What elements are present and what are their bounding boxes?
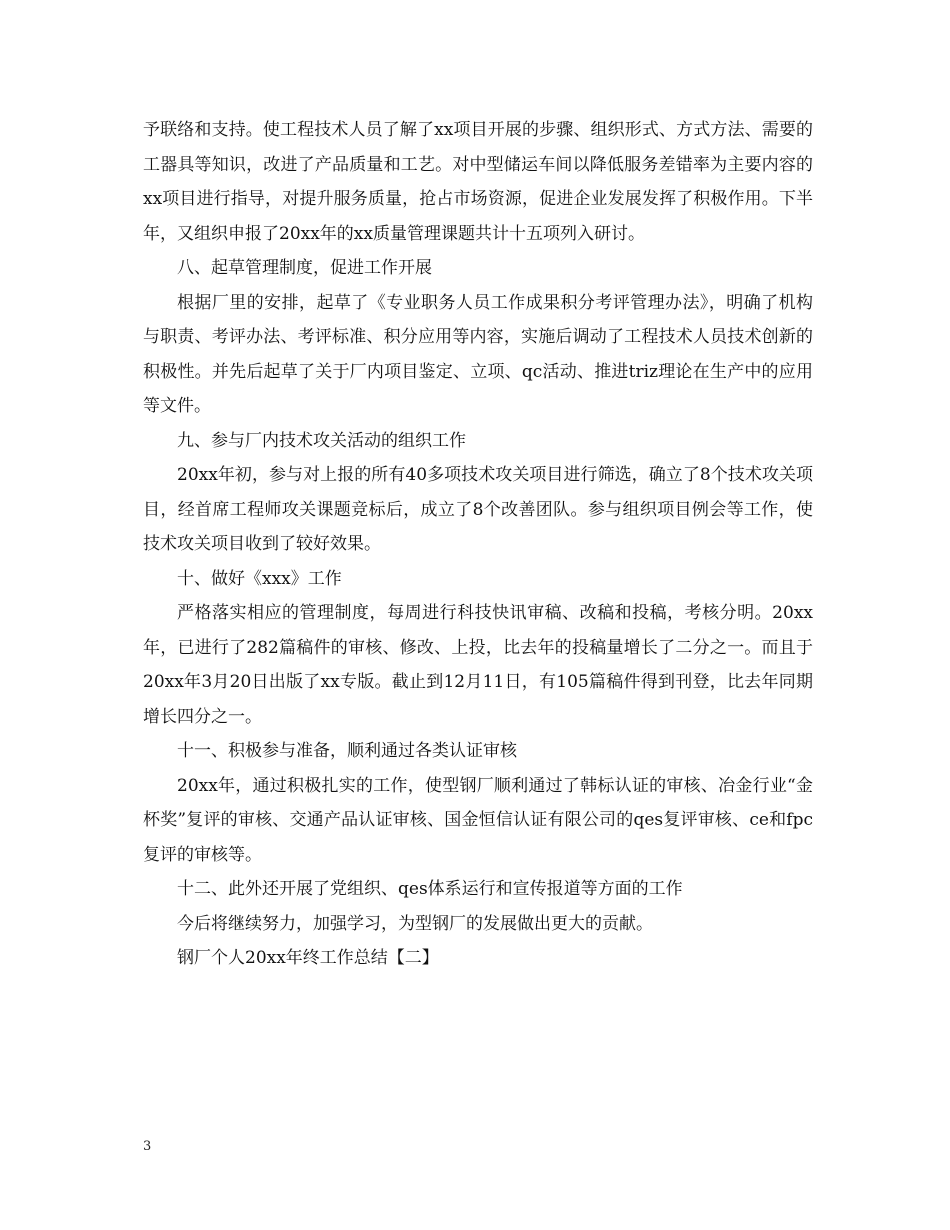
body-paragraph-5: 20xx年，通过积极扎实的工作，使型钢厂顺利通过了韩标认证的审核、冶金行业“金杯奖”复评的审核、交通产品认证审核、国金恒信认证有限公司的qes复评审核、ce和fpc复评的审核等。 bbox=[143, 775, 813, 865]
part-two-title: 钢厂个人20xx年终工作总结【二】 bbox=[177, 948, 439, 968]
section-heading-10: 十、做好《xxx》工作 bbox=[177, 568, 342, 589]
body-paragraph-3: 20xx年初，参与对上报的所有40多项技术攻关项目进行筛选，确立了8个技术攻关项目，经首席工程师攻关课题竞标后，成立了8个改善团队。参与组织项目例会等工作，使技术攻关项目收到了较好效果。 bbox=[143, 465, 813, 554]
body-paragraph-1: 予联络和支持。使工程技术人员了解了xx项目开展的步骤、组织形式、方式方法、需要的工器具等知识，改进了产品质量和工艺。对中型储运车间以降低服务差错率为主要内容的xx项目进行指导，对提升服务质量，抢占市场资源，促进企业发展发挥了积极作用。下半年，又组织申报了20xx年的xx质量管理课题共计十五项列入研讨。 bbox=[143, 120, 813, 244]
section-heading-12: 十二、此外还开展了党组织、qes体系运行和宣传报道等方面的工作 bbox=[177, 879, 683, 899]
section-heading-11: 十一、积极参与准备，顺利通过各类认证审核 bbox=[177, 741, 517, 761]
section-heading-8: 八、起草管理制度，促进工作开展 bbox=[177, 258, 432, 278]
body-paragraph-6: 今后将继续努力，加强学习，为型钢厂的发展做出更大的贡献。 bbox=[177, 913, 653, 934]
page-number: 3 bbox=[143, 1139, 152, 1154]
section-heading-9: 九、参与厂内技术攻关活动的组织工作 bbox=[177, 430, 466, 451]
document-body bbox=[143, 113, 813, 976]
body-paragraph-4: 严格落实相应的管理制度，每周进行科技快讯审稿、改稿和投稿，考核分明。20xx年，已进行了282篇稿件的审核、修改、上投，比去年的投稿量增长了二分之一。而且于20xx年3月20日出版了xx专版。截止到12月11日，有105篇稿件得到刊登，比去年同期增长四分之一。 bbox=[143, 603, 813, 727]
body-paragraph-2: 根据厂里的安排，起草了《专业职务人员工作成果积分考评管理办法》，明确了机构与职责、考评办法、考评标准、积分应用等内容，实施后调动了工程技术人员技术创新的积极性。并先后起草了关于厂内项目鉴定、立项、qc活动、推进triz理论在生产中的应用等文件。 bbox=[143, 292, 813, 416]
